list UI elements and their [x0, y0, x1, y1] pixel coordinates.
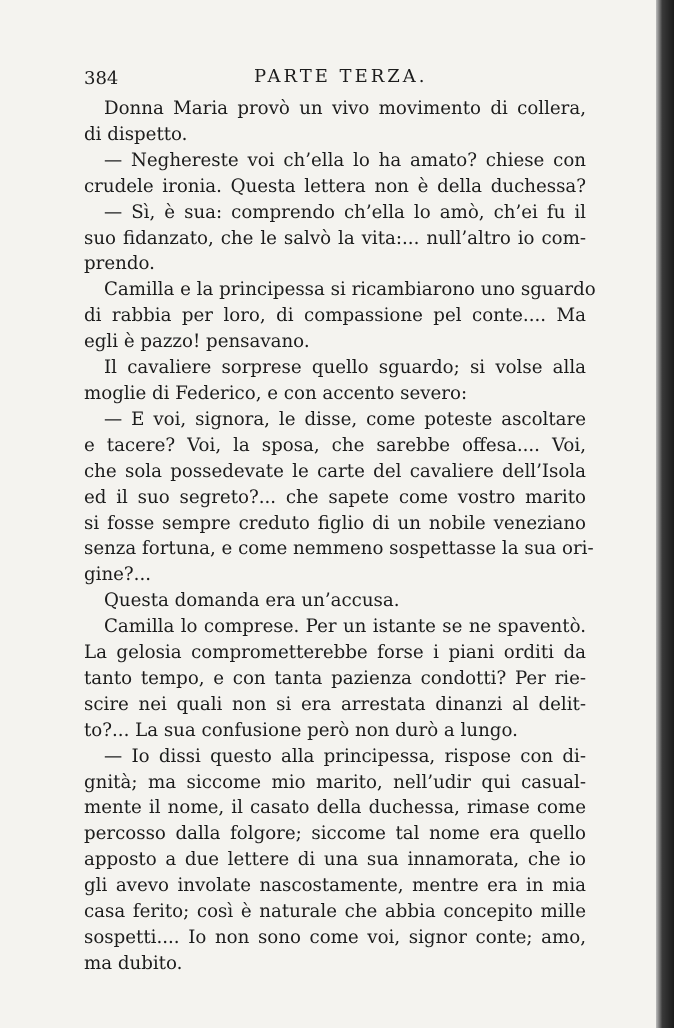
text-line: Camilla e la principessa si ricambiarono uno sguardo — [104, 279, 596, 301]
body-text — [84, 96, 596, 977]
text-line: mente il nome, il casato della duchessa, rimase come — [84, 797, 586, 819]
text-line: percosso dalla folgore; siccome tal nome era quello — [84, 823, 586, 845]
text-line: Donna Maria provò un vivo movimento di collera, — [104, 98, 586, 119]
text-line: egli è pazzo! pensavano. — [84, 331, 310, 353]
text-line: ma dubito. — [84, 952, 183, 974]
text-line: gnità; ma siccome mio marito, nell’udir qui casual- — [84, 771, 586, 793]
text-line: senza fortuna, e come nemmeno sospettasse la sua ori- — [84, 538, 594, 560]
text-line: — Io dissi questo alla principessa, rispose con di- — [104, 745, 586, 767]
text-line: di rabbia per loro, di compassione pel conte.... Ma — [84, 305, 586, 327]
text-line: La gelosia comprometterebbe forse i piani orditi da — [84, 642, 586, 664]
text-line: che sola possedevate le carte del cavaliere dell’Isola — [84, 460, 586, 482]
page-edge-shadow — [656, 0, 674, 1028]
text-line: tanto tempo, e con tanta pazienza condotti? Per rie- — [84, 667, 586, 689]
text-line: — E voi, signora, le disse, come poteste ascoltare — [104, 408, 586, 430]
page-number: 384 — [84, 68, 119, 89]
page-header — [84, 62, 584, 94]
text-line: si fosse sempre creduto figlio di un nobile veneziano — [84, 512, 586, 534]
text-line: apposto a due lettere di una sua innamorata, che io — [84, 849, 586, 871]
text-line: gli avevo involate nascostamente, mentre era in mia — [84, 875, 586, 897]
text-line: di dispetto. — [84, 123, 188, 145]
text-line: Il cavaliere sorprese quello sguardo; si volse alla — [104, 357, 586, 379]
text-line: e tacere? Voi, la sposa, che sarebbe offesa.... Voi, — [84, 434, 586, 456]
text-line: — Neghereste voi ch’ella lo ha amato? chiese con — [104, 149, 586, 171]
text-line: casa ferito; così è naturale che abbia concepito mille — [84, 901, 586, 923]
text-line: gine?... — [84, 564, 152, 586]
text-line: crudele ironia. Questa lettera non è della duchessa? — [84, 175, 586, 197]
text-line: scire nei quali non si era arrestata dinanzi al delit- — [84, 693, 586, 715]
text-line: — Sì, è sua: comprendo ch’ella lo amò, ch’ei fu il — [104, 201, 586, 223]
text-line: to?... La sua confusione però non durò a lungo. — [84, 719, 518, 741]
running-title: PARTE TERZA. — [254, 66, 428, 87]
text-line: Questa domanda era un’accusa. — [104, 590, 400, 612]
text-line: prendo. — [84, 253, 155, 275]
text-line: moglie di Federico, e con accento severo: — [84, 382, 468, 404]
text-line: ed il suo segreto?... che sapete come vostro marito — [84, 486, 586, 508]
text-line: sospetti.... Io non sono come voi, signor conte; amo, — [84, 927, 586, 948]
text-line: Camilla lo comprese. Per un istante se ne spaventò. — [104, 616, 586, 638]
text-line: suo fidanzato, che le salvò la vita:... null’altro io com- — [84, 227, 586, 249]
